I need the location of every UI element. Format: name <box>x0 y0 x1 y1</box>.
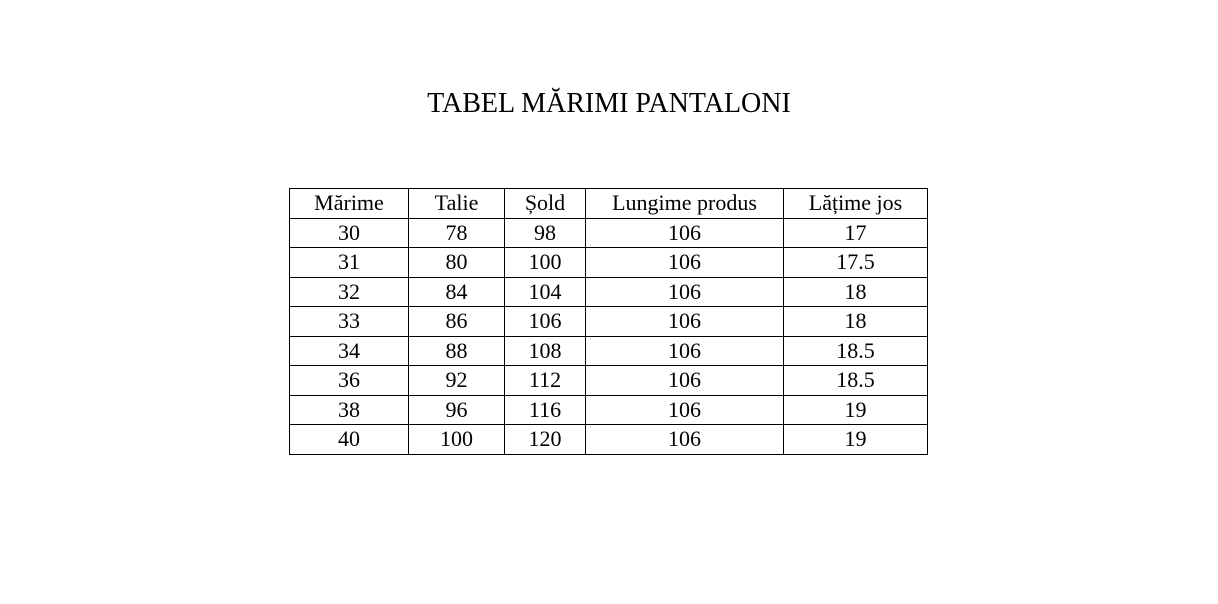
column-header-waist: Talie <box>409 189 505 219</box>
column-header-bottom-width: Lățime jos <box>784 189 928 219</box>
table-cell: 31 <box>290 248 409 278</box>
table-cell: 33 <box>290 307 409 337</box>
table-cell: 108 <box>505 336 586 366</box>
table-cell: 32 <box>290 277 409 307</box>
table-cell: 98 <box>505 218 586 248</box>
table-cell: 19 <box>784 425 928 455</box>
table-cell: 84 <box>409 277 505 307</box>
size-table <box>289 188 928 455</box>
table-cell: 106 <box>586 336 784 366</box>
table-cell: 30 <box>290 218 409 248</box>
table-cell: 112 <box>505 366 586 396</box>
table-cell: 18.5 <box>784 366 928 396</box>
table-cell: 104 <box>505 277 586 307</box>
table-cell: 116 <box>505 395 586 425</box>
table-cell: 18 <box>784 277 928 307</box>
table-cell: 86 <box>409 307 505 337</box>
table-row <box>290 307 928 337</box>
column-header-length: Lungime produs <box>586 189 784 219</box>
table-row <box>290 366 928 396</box>
table-cell: 120 <box>505 425 586 455</box>
table-cell: 106 <box>586 248 784 278</box>
table-row <box>290 248 928 278</box>
table-cell: 40 <box>290 425 409 455</box>
table-cell: 106 <box>586 395 784 425</box>
table-cell: 100 <box>409 425 505 455</box>
table-cell: 106 <box>586 366 784 396</box>
table-cell: 106 <box>586 218 784 248</box>
table-cell: 100 <box>505 248 586 278</box>
table-cell: 34 <box>290 336 409 366</box>
table-cell: 18.5 <box>784 336 928 366</box>
table-cell: 106 <box>586 425 784 455</box>
table-cell: 19 <box>784 395 928 425</box>
table-header-row <box>290 189 928 219</box>
table-cell: 17 <box>784 218 928 248</box>
table-cell: 106 <box>586 307 784 337</box>
table-row <box>290 395 928 425</box>
table-cell: 106 <box>505 307 586 337</box>
column-header-size: Mărime <box>290 189 409 219</box>
table-row <box>290 425 928 455</box>
table-cell: 78 <box>409 218 505 248</box>
table-cell: 17.5 <box>784 248 928 278</box>
table-row <box>290 336 928 366</box>
table-cell: 96 <box>409 395 505 425</box>
table-cell: 36 <box>290 366 409 396</box>
table-cell: 38 <box>290 395 409 425</box>
page-title: TABEL MĂRIMI PANTALONI <box>427 88 791 119</box>
table-row <box>290 277 928 307</box>
table-cell: 92 <box>409 366 505 396</box>
table-cell: 88 <box>409 336 505 366</box>
column-header-hip: Șold <box>505 189 586 219</box>
table-cell: 80 <box>409 248 505 278</box>
table-cell: 18 <box>784 307 928 337</box>
table-row <box>290 218 928 248</box>
table-cell: 106 <box>586 277 784 307</box>
